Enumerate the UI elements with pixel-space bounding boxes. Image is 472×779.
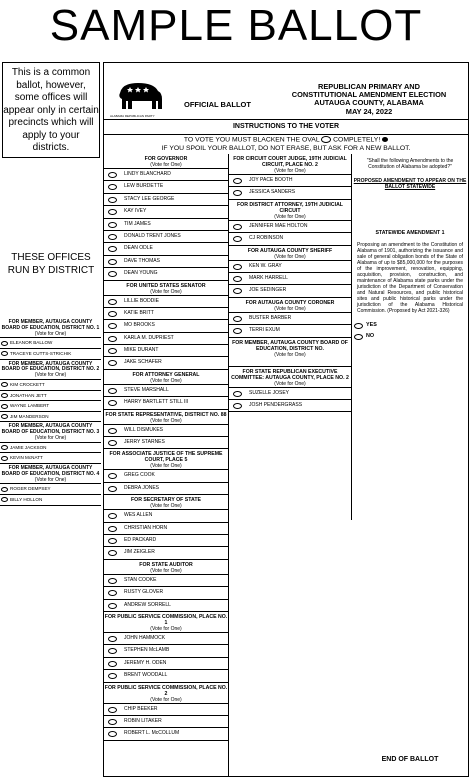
logo-caption: ALABAMA REPUBLICAN PARTY	[110, 114, 155, 118]
vote-for-label: (Vote for One)	[150, 288, 182, 295]
contest-section	[229, 246, 351, 298]
end-of-ballot: END OF BALLOT	[381, 756, 439, 763]
candidate-name: TERRI EXUM	[249, 327, 280, 334]
candidate-name: ELEANOR BALLOW	[10, 340, 53, 346]
vote-oval-icon[interactable]	[108, 719, 117, 725]
candidate-name: STAN COOKE	[124, 576, 157, 583]
candidate-name: LILLIE BODDIE	[124, 297, 160, 304]
district-contests	[0, 318, 101, 506]
vote-oval-icon[interactable]	[108, 234, 117, 240]
candidate-name: DAVE THOMAS	[124, 257, 160, 264]
candidate-option[interactable]	[0, 337, 101, 348]
candidate-option[interactable]	[104, 205, 228, 217]
candidate-option[interactable]	[104, 509, 228, 521]
candidate-option[interactable]	[104, 424, 228, 436]
contest-section	[229, 367, 351, 413]
candidate-option[interactable]	[104, 727, 228, 739]
candidate-name: CJ ROBINSON	[249, 235, 284, 242]
contest-header	[229, 298, 351, 312]
vote-oval-icon[interactable]	[108, 259, 117, 265]
candidate-name: DEAN YOUNG	[124, 270, 158, 277]
amendment-text: Proposing an amendment to the Constitution of Alabama of 1901, authorizing the issuance and sale of general obligation bonds of the State of Alabama of up to $85,000,000 for the purposes of the improvement, renovation, equipping, acquisition, provision, construction, and maintenance of Alabama state parks under the jurisdiction of the Department of Conservation and Natural Resources, and public historical sites and public historical parks under the jurisdiction of the Alabama Historical Commission. (Proposed by Act 2021-326)	[357, 242, 463, 314]
candidate-name: WILL DISMUKES	[124, 426, 163, 433]
vote-oval-icon[interactable]	[354, 323, 363, 329]
candidate-option[interactable]	[104, 168, 228, 180]
candidate-name: JOSH PENDERGRASS	[249, 401, 303, 408]
vote-oval-icon[interactable]	[108, 299, 117, 305]
vote-oval-icon[interactable]	[1, 487, 8, 492]
official-ballot-label: OFFICIAL BALLOT	[184, 100, 251, 109]
contest-header	[104, 449, 228, 469]
filled-oval-icon	[382, 137, 388, 142]
candidate-name: DONALD TRENT JONES	[124, 232, 181, 239]
contest-header	[229, 367, 351, 387]
contest-section	[104, 449, 228, 495]
contest-header	[104, 281, 228, 295]
contest-section	[0, 318, 101, 360]
candidate-option[interactable]	[229, 312, 351, 324]
vote-oval-icon[interactable]	[108, 246, 117, 252]
contest-header	[229, 338, 351, 358]
vote-oval-icon[interactable]	[108, 209, 117, 215]
contest-section	[104, 370, 228, 410]
contest-section	[229, 338, 351, 367]
candidate-option[interactable]	[104, 242, 228, 254]
vote-oval-icon[interactable]	[108, 440, 117, 446]
candidate-option[interactable]	[229, 174, 351, 186]
candidate-name: HARRY BARTLETT STILL III	[124, 399, 189, 406]
vote-oval-icon[interactable]	[354, 334, 363, 340]
candidate-name: MO BROOKS	[124, 322, 155, 329]
candidate-name: JEREMY H. ODEN	[124, 659, 167, 666]
candidate-option[interactable]	[104, 703, 228, 715]
contest-header	[104, 612, 228, 632]
candidate-option[interactable]	[104, 193, 228, 205]
vote-oval-icon[interactable]	[233, 190, 242, 196]
vote-oval-icon[interactable]	[108, 388, 117, 394]
vote-for-label: (Vote for One)	[34, 434, 67, 441]
candidate-option[interactable]	[104, 482, 228, 494]
vote-for-label: (Vote for One)	[150, 567, 182, 574]
candidate-name: TRACEYE CUTTS-STRICHIK	[10, 350, 72, 356]
vote-for-label: (Vote for One)	[34, 476, 67, 483]
contest-title: FOR STATE AUDITOR	[139, 561, 193, 568]
vote-oval-icon[interactable]	[108, 526, 117, 532]
candidate-option[interactable]	[104, 332, 228, 344]
vote-for-label: (Vote for One)	[274, 253, 306, 260]
vote-for-label: (Vote for One)	[150, 625, 182, 632]
vote-oval-icon[interactable]	[108, 271, 117, 277]
proposed-amendment-label: PROPOSED AMENDMENT TO APPEAR ON THE BALLOT STATEWIDE	[353, 178, 467, 190]
vote-oval-icon[interactable]	[233, 224, 242, 230]
vote-for-label: (Vote for One)	[34, 372, 67, 379]
candidate-name: KEN W. GRAY	[249, 262, 282, 269]
candidate-option[interactable]	[229, 220, 351, 232]
vote-oval-icon[interactable]	[108, 636, 117, 642]
vote-oval-icon[interactable]	[1, 393, 8, 398]
vote-oval-icon[interactable]	[108, 172, 117, 178]
candidate-option[interactable]	[104, 230, 228, 242]
contest-header	[104, 154, 228, 168]
election-line: AUTAUGA COUNTY, ALABAMA	[314, 98, 424, 108]
contest-title: FOR MEMBER, AUTAUGA COUNTY BOARD OF EDUCATION, DISTRICT NO. 4	[1, 464, 100, 477]
candidate-name: JERRY STARNES	[124, 439, 165, 446]
amendment-title: STATEWIDE AMENDMENT 1	[375, 230, 445, 236]
contest-section	[229, 154, 351, 200]
candidate-option[interactable]	[229, 399, 351, 411]
contest-section	[104, 612, 228, 683]
instructions-title: INSTRUCTIONS TO THE VOTER	[104, 120, 468, 135]
ballot-column-1	[104, 154, 229, 776]
candidate-name: KIM CROCKETT	[10, 381, 45, 387]
vote-for-label: (Vote for One)	[274, 351, 306, 358]
candidate-option[interactable]	[104, 546, 228, 558]
instruction-line: TO VOTE YOU MUST BLACKEN THE OVAL	[183, 136, 320, 144]
candidate-name: RUSTY GLOVER	[124, 589, 164, 596]
candidate-option[interactable]	[0, 494, 101, 505]
contest-title: FOR MEMBER, AUTAUGA COUNTY BOARD OF EDUCATION, DISTRICT NO.	[232, 339, 348, 352]
common-ballot-note: This is a common ballot, however, some offices will appear only in certain precincts which will apply to your districts.	[2, 62, 100, 158]
vote-oval-icon[interactable]	[233, 264, 242, 270]
candidate-name: CHIP BEEKER	[124, 705, 158, 712]
contest-title: FOR AUTAUGA COUNTY SHERIFF	[247, 247, 333, 254]
vote-oval-icon[interactable]	[1, 341, 8, 346]
contest-title: FOR MEMBER, AUTAUGA COUNTY BOARD OF EDUCATION, DISTRICT NO. 1	[1, 319, 100, 331]
contest-header	[229, 246, 351, 260]
election-line: MAY 24, 2022	[345, 106, 393, 116]
vote-no-option[interactable]	[352, 331, 468, 342]
vote-oval-icon[interactable]	[108, 673, 117, 679]
sample-ballot-banner: SAMPLE BALLOT	[49, 1, 423, 50]
candidate-name: JAKE SCHAFER	[124, 359, 162, 366]
contest-title: FOR MEMBER, AUTAUGA COUNTY BOARD OF EDUCATION, DISTRICT NO. 2	[1, 360, 100, 373]
candidate-option[interactable]	[104, 180, 228, 192]
candidate-option[interactable]	[104, 586, 228, 598]
contest-header	[229, 154, 351, 174]
candidate-option[interactable]	[229, 284, 351, 296]
vote-oval-icon[interactable]	[108, 400, 117, 406]
contest-title: FOR UNITED STATES SENATOR	[126, 282, 206, 289]
vote-oval-icon[interactable]	[1, 445, 8, 450]
vote-oval-icon[interactable]	[233, 276, 242, 282]
contest-section	[104, 560, 228, 612]
no-label: NO	[366, 333, 375, 339]
candidate-name: LEW BURDETTE	[124, 183, 164, 190]
candidate-name: LINDY BLANCHARD	[124, 171, 171, 177]
instruction-line: IF YOU SPOIL YOUR BALLOT, DO NOT ERASE, BUT ASK FOR A NEW BALLOT.	[161, 144, 411, 152]
vote-oval-icon[interactable]	[108, 590, 117, 596]
candidate-name: ANDREW SORRELL	[124, 601, 171, 608]
candidate-option[interactable]	[104, 669, 228, 681]
vote-oval-icon[interactable]	[108, 648, 117, 654]
candidate-option[interactable]	[104, 574, 228, 586]
candidate-name: GREG COOK	[124, 472, 155, 479]
candidate-name: STEVE MARSHALL	[124, 386, 169, 393]
candidate-name: JENNIFER MAE HOLTON	[249, 222, 308, 229]
candidate-name: CHRISTIAN HORN	[124, 524, 168, 531]
candidate-name: ROBERT L. McCOLLUM	[124, 730, 180, 737]
vote-oval-icon[interactable]	[108, 578, 117, 584]
vote-for-label: (Vote for One)	[150, 503, 182, 510]
candidate-option[interactable]	[104, 295, 228, 307]
contest-header	[104, 560, 228, 574]
candidate-option[interactable]	[229, 186, 351, 198]
instructions-text	[104, 136, 468, 153]
vote-oval-icon[interactable]	[108, 486, 117, 492]
candidate-name: STEPHEN McLAMB	[124, 647, 170, 654]
vote-oval-icon[interactable]	[108, 311, 117, 317]
contest-section	[0, 422, 101, 464]
candidate-name: ROGER DEMPSEY	[10, 486, 51, 492]
candidate-name: JIM MANDERSON	[10, 413, 49, 419]
ballot-column-3	[352, 154, 468, 776]
candidate-name: BILLY HOLLON	[10, 496, 43, 502]
candidate-option[interactable]	[229, 387, 351, 399]
candidate-option[interactable]	[229, 272, 351, 284]
candidate-name: JAMIE JACKSON	[10, 444, 47, 450]
candidate-option[interactable]	[104, 715, 228, 727]
vote-oval-icon[interactable]	[1, 414, 8, 419]
vote-oval-icon[interactable]	[108, 184, 117, 190]
vote-for-label: (Vote for One)	[150, 162, 182, 168]
contest-header	[229, 200, 351, 220]
contest-section	[104, 495, 228, 560]
candidate-name: WES ALLEN	[124, 512, 153, 519]
contest-title: FOR SECRETARY OF STATE	[130, 497, 202, 504]
contest-title: FOR CIRCUIT COURT JUDGE, 19TH JUDICIAL CIRCUIT, PLACE NO. 2	[233, 156, 347, 168]
contest-header	[104, 683, 228, 703]
contest-title: FOR MEMBER, AUTAUGA COUNTY BOARD OF EDUCATION, DISTRICT NO. 3	[1, 423, 100, 436]
election-line: CONSTITUTIONAL AMENDMENT ELECTION	[291, 90, 447, 100]
vote-oval-icon[interactable]	[108, 661, 117, 667]
vote-oval-icon[interactable]	[1, 497, 8, 502]
candidate-option[interactable]	[104, 644, 228, 656]
vote-oval-icon[interactable]	[108, 323, 117, 329]
candidate-name: MARK HARRELL	[249, 274, 288, 281]
vote-for-label: (Vote for One)	[274, 168, 306, 174]
vote-for-label: (Vote for One)	[150, 417, 182, 424]
contest-header	[0, 464, 101, 483]
contest-header	[0, 422, 101, 441]
candidate-option[interactable]	[0, 411, 101, 422]
contest-header	[104, 495, 228, 509]
contest-title: FOR AUTAUGA COUNTY CORONER	[245, 299, 335, 306]
vote-oval-icon[interactable]	[108, 731, 117, 737]
contest-title: FOR GOVERNOR	[144, 156, 188, 162]
contest-header	[0, 360, 101, 379]
candidate-name: MIKE DURANT	[124, 347, 159, 354]
contest-section	[104, 154, 228, 281]
candidate-option[interactable]	[0, 379, 101, 390]
contest-title: FOR ATTORNEY GENERAL	[132, 371, 200, 378]
candidate-name: KARLA M. DUPRIEST	[124, 334, 174, 341]
ballot-header	[104, 63, 468, 120]
candidate-name: KATIE BRITT	[124, 309, 154, 316]
vote-oval-icon[interactable]	[108, 473, 117, 479]
election-title	[274, 83, 464, 116]
vote-oval-icon[interactable]	[233, 391, 242, 397]
vote-oval-icon[interactable]	[233, 316, 242, 322]
contest-title: FOR STATE REPRESENTATIVE, DISTRICT NO. 88	[105, 411, 227, 418]
elephant-logo-icon	[116, 79, 166, 115]
candidate-option[interactable]	[0, 390, 101, 401]
vote-for-label: (Vote for One)	[150, 696, 182, 703]
vote-oval-icon[interactable]	[108, 707, 117, 713]
candidate-option[interactable]	[0, 348, 101, 359]
candidate-option[interactable]	[104, 522, 228, 534]
candidate-name: BUSTER BARBER	[249, 314, 292, 321]
contest-header	[104, 410, 228, 424]
candidate-name: DEBRA JONES	[124, 484, 160, 491]
ballot-column-2	[229, 154, 352, 520]
vote-for-label: (Vote for One)	[34, 330, 67, 337]
candidate-name: TIM JAMES	[124, 220, 151, 227]
candidate-option[interactable]	[104, 599, 228, 611]
contest-section	[104, 281, 228, 370]
candidate-option[interactable]	[0, 452, 101, 463]
vote-for-label: (Vote for One)	[274, 213, 306, 220]
vote-for-label: (Vote for One)	[150, 463, 182, 470]
candidate-name: WAYNE LAMBERT	[10, 403, 50, 409]
vote-for-label: (Vote for One)	[274, 380, 306, 387]
candidate-name: JESSICA SANDERS	[249, 189, 296, 196]
empty-oval-icon	[321, 136, 331, 143]
candidate-option[interactable]	[0, 400, 101, 411]
contest-title: FOR PUBLIC SERVICE COMMISSION, PLACE NO. 1	[104, 613, 228, 626]
candidate-name: DEAN ODLE	[124, 245, 153, 252]
candidate-option[interactable]	[104, 218, 228, 230]
candidate-name: STACY LEE GEORGE	[124, 195, 175, 202]
vote-oval-icon[interactable]	[233, 403, 242, 409]
candidate-name: JIM ZEIGLER	[124, 549, 155, 556]
candidate-name: SUZELLE JOSEY	[249, 389, 290, 396]
candidate-option[interactable]	[104, 344, 228, 356]
election-line: REPUBLICAN PRIMARY AND	[318, 82, 420, 91]
vote-oval-icon[interactable]	[108, 538, 117, 544]
vote-oval-icon[interactable]	[233, 178, 242, 184]
contest-title: FOR DISTRICT ATTORNEY, 19TH JUDICIAL CIRCUIT	[237, 201, 343, 214]
yes-label: YES	[366, 322, 377, 328]
vote-for-label: (Vote for One)	[274, 305, 306, 312]
vote-oval-icon[interactable]	[108, 513, 117, 519]
candidate-option[interactable]	[104, 356, 228, 368]
candidate-option[interactable]	[0, 442, 101, 453]
candidate-option[interactable]	[104, 632, 228, 644]
candidate-name: JOY PACE BOOTH	[249, 177, 293, 183]
vote-oval-icon[interactable]	[108, 222, 117, 228]
candidate-name: JONATHAN JETT	[10, 392, 47, 398]
contest-section	[104, 683, 228, 741]
candidate-option[interactable]	[104, 307, 228, 319]
candidate-name: ROBIN LITAKER	[124, 717, 162, 724]
candidate-name: JOHN HAMMOCK	[124, 634, 166, 641]
candidate-option[interactable]	[104, 319, 228, 331]
candidate-name: JOE SEDINGER	[249, 287, 287, 294]
contest-section	[229, 298, 351, 338]
vote-oval-icon[interactable]	[1, 351, 8, 356]
candidate-option[interactable]	[104, 255, 228, 267]
vote-oval-icon[interactable]	[108, 197, 117, 203]
candidate-option[interactable]	[229, 324, 351, 336]
vote-oval-icon[interactable]	[233, 328, 242, 334]
vote-oval-icon[interactable]	[233, 288, 242, 294]
vote-oval-icon[interactable]	[108, 428, 117, 434]
candidate-option[interactable]	[104, 469, 228, 481]
candidate-name: KEVIN McNATT	[10, 455, 43, 461]
vote-oval-icon[interactable]	[1, 456, 8, 461]
candidate-name: KAY IVEY	[124, 208, 147, 215]
candidate-option[interactable]	[104, 534, 228, 546]
contest-header	[104, 370, 228, 384]
contest-title: FOR STATE REPUBLICAN EXECUTIVE COMMITTEE: AUTAUGA COUNTY, PLACE NO. 2	[231, 368, 349, 381]
vote-oval-icon[interactable]	[108, 336, 117, 342]
vote-oval-icon[interactable]	[233, 236, 242, 242]
vote-oval-icon[interactable]	[108, 360, 117, 366]
candidate-option[interactable]	[104, 396, 228, 408]
vote-oval-icon[interactable]	[108, 550, 117, 556]
contest-header	[0, 318, 101, 337]
vote-oval-icon[interactable]	[1, 404, 8, 409]
contest-section	[0, 464, 101, 506]
vote-oval-icon[interactable]	[108, 603, 117, 609]
contest-section	[229, 200, 351, 246]
candidate-option[interactable]	[104, 436, 228, 448]
district-offices-note: THESE OFFICES RUN BY DISTRICT	[7, 252, 95, 276]
candidate-option[interactable]	[104, 657, 228, 669]
amendment-question: "Shall the following Amendments to the Constitution of Alabama be adopted?"	[366, 158, 454, 170]
instruction-line: COMPLETELY!	[333, 136, 381, 144]
candidate-option[interactable]	[104, 384, 228, 396]
contest-section	[0, 360, 101, 423]
candidate-option[interactable]	[0, 483, 101, 494]
candidate-option[interactable]	[229, 260, 351, 272]
vote-oval-icon[interactable]	[1, 382, 8, 387]
candidate-option[interactable]	[104, 267, 228, 279]
contest-section	[104, 410, 228, 450]
candidate-name: ED PACKARD	[124, 536, 157, 543]
candidate-option[interactable]	[229, 232, 351, 244]
vote-yes-option[interactable]	[352, 320, 468, 331]
contest-title: FOR PUBLIC SERVICE COMMISSION, PLACE NO. 2	[104, 684, 228, 697]
contest-title: FOR ASSOCIATE JUSTICE OF THE SUPREME COURT, PLACE 5	[109, 451, 223, 464]
vote-for-label: (Vote for One)	[150, 377, 182, 384]
candidate-name: BRENT WOODALL	[124, 672, 168, 679]
vote-oval-icon[interactable]	[108, 348, 117, 354]
